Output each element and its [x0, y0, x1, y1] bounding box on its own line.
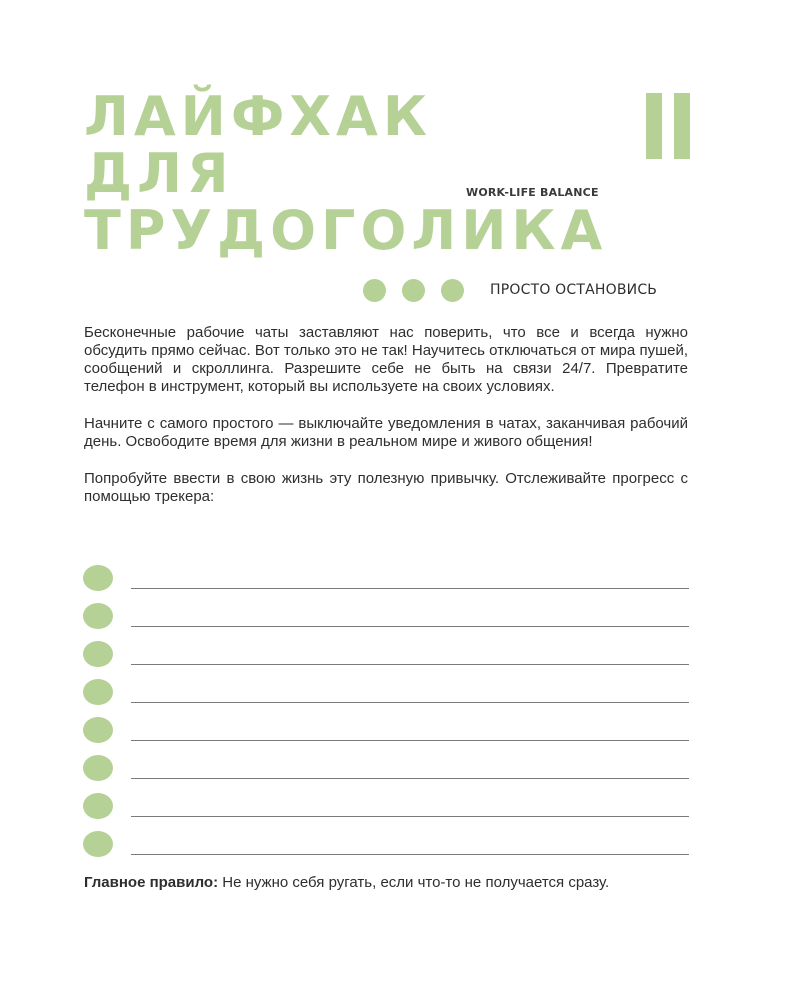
- tracker-line[interactable]: [131, 702, 689, 703]
- tracker-line[interactable]: [131, 588, 689, 589]
- tracker-row: [83, 715, 689, 753]
- habit-tracker: [83, 563, 689, 867]
- section-number-bar: [674, 93, 690, 159]
- decorative-dot: [363, 279, 386, 302]
- paragraph: Бесконечные рабочие чаты заставляют нас поверить, что все и всегда нужно обсудить прямо сейчас. Вот только это не так! Научитесь отключаться от мира пушей, сообщений и скроллинга. Разрешите себе не быть на связи 24/7. Превратите телефон в инструмент, который вы используете на своих условиях.: [84, 324, 688, 395]
- tracker-row: [83, 563, 689, 601]
- main-rule: [84, 873, 688, 892]
- tracker-row: [83, 791, 689, 829]
- body-text: [84, 324, 688, 525]
- tracker-checkbox[interactable]: [83, 755, 113, 781]
- tracker-row: [83, 639, 689, 677]
- tracker-checkbox[interactable]: [83, 565, 113, 591]
- decorative-dots: [363, 279, 464, 302]
- title-line-1: ЛАЙФХАК: [84, 85, 432, 148]
- section-number-mark: [646, 93, 690, 159]
- main-rule-label: Главное правило:: [84, 874, 219, 891]
- decorative-dot: [402, 279, 425, 302]
- tracker-line[interactable]: [131, 816, 689, 817]
- tracker-checkbox[interactable]: [83, 831, 113, 857]
- title-line-3: ТРУДОГОЛИКА: [84, 199, 608, 262]
- tracker-line[interactable]: [131, 740, 689, 741]
- tracker-checkbox[interactable]: [83, 717, 113, 743]
- tracker-line[interactable]: [131, 778, 689, 779]
- tracker-line[interactable]: [131, 854, 689, 855]
- section-label: WORK-LIFE BALANCE: [466, 186, 599, 199]
- section-number-bar: [646, 93, 662, 159]
- tracker-line[interactable]: [131, 664, 689, 665]
- page-title: [84, 85, 608, 262]
- main-rule-text: Не нужно себя ругать, если что-то не получается сразу.: [218, 874, 610, 891]
- decorative-dot: [441, 279, 464, 302]
- tracker-checkbox[interactable]: [83, 641, 113, 667]
- paragraph: Начните с самого простого — выключайте уведомления в чатах, заканчивая рабочий день. Освободите время для жизни в реальном мире и живого общения!: [84, 415, 688, 450]
- tracker-row: [83, 601, 689, 639]
- tracker-checkbox[interactable]: [83, 793, 113, 819]
- tracker-row: [83, 829, 689, 867]
- tracker-row: [83, 753, 689, 791]
- tracker-row: [83, 677, 689, 715]
- paragraph: Попробуйте ввести в свою жизнь эту полезную привычку. Отслеживайте прогресс с помощью трекера:: [84, 470, 688, 505]
- tracker-line[interactable]: [131, 626, 689, 627]
- title-line-2: ДЛЯ: [84, 142, 234, 205]
- tracker-checkbox[interactable]: [83, 603, 113, 629]
- subtitle: ПРОСТО ОСТАНОВИСЬ: [490, 282, 658, 298]
- tracker-checkbox[interactable]: [83, 679, 113, 705]
